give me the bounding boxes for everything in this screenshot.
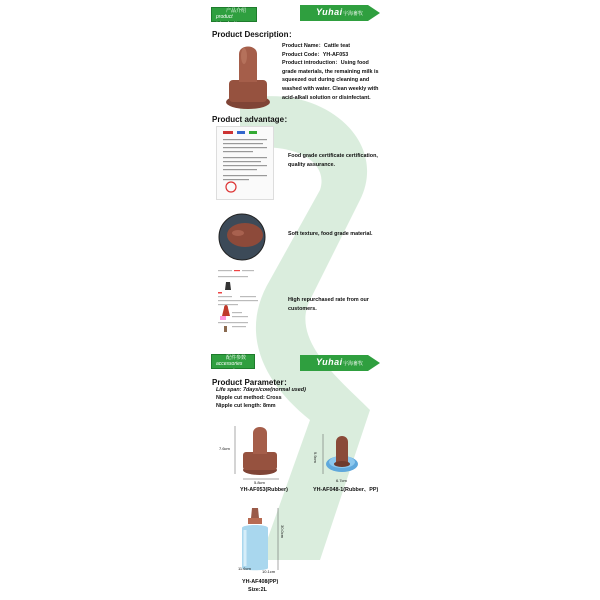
p1-width-label: 5.8cm [254,480,265,485]
dimension-line [233,426,237,474]
dimension-line [321,434,325,474]
brand-cn-text: 宇海畜牧 [343,361,364,367]
spec-cut-method: Nipple cut method: Cross [216,395,282,401]
product-af408-bottle-image [238,508,272,572]
p3-width2-label: 10.1cm [262,569,276,574]
p3-width1-label: 11.6cm [238,566,251,571]
product-af048-image [324,434,360,474]
parameter-heading: Product Parameter： [212,378,292,387]
advantage-line: customers. [288,305,317,312]
banner-en-text: product introduction [216,14,242,27]
p2-height-label: 9.9cm [313,452,318,463]
product-intro-line: washed with water. Clean weekly with [282,85,379,92]
product-intro-line: acid-alkali solution or disinfectant. [282,94,371,101]
advantage-heading: Product advantage： [212,115,293,124]
product-teat-image [224,42,272,110]
brand-logo-text: Yuhai [316,357,343,367]
banner-cn-text: 配件参数 [226,355,247,361]
spec-lifespan: Life span: 7days/cow(normal used) [216,387,306,393]
p3-caption: YH-AF408(PP) [242,579,279,585]
p2-caption: YH-AF048-1(Rubber、PP) [313,487,379,493]
certificate-image [216,126,274,200]
product-name: Product Name：Cattle teat [282,43,350,49]
dimension-line [276,508,280,570]
texture-closeup-image [218,213,266,261]
product-af053-image [240,424,280,476]
banner-en-text: accessories parameters [216,361,243,374]
advantage-line: quality assurance. [288,161,336,168]
advantage-line: Food grade certificate certification, [288,153,378,159]
description-text-block [282,42,400,102]
p1-height-label: 7.6cm [219,446,230,451]
spec-cut-length: Nipple cut length: 8mm [216,403,276,409]
customer-review-images [218,268,278,336]
section-banner-intro [211,7,257,27]
product-intro-line: squeezed out during cleaning and [282,77,370,84]
advantage-certificate-text [288,152,398,169]
brand-cn-text: 宇海畜牧 [343,11,364,17]
advantage-line: High repurchased rate from our [288,297,369,303]
product-intro-line: grade materials, the remaining milk is [282,68,379,75]
brand-logo-text: Yuhai [316,7,343,17]
product-code: Product Code：YH-AF053 [282,51,349,58]
p3-size: Size:2L [248,587,267,593]
banner-cn-text: 产品介绍 [226,8,247,14]
section-banner-accessories [211,354,255,374]
product-intro-line: Product introduction：Using food [282,60,369,67]
description-heading: Product Description： [212,30,297,39]
p2-width-label: 6.7cm [336,478,347,483]
p1-caption: YH-AF053(Rubber) [240,487,288,493]
parameter-specs [216,386,356,410]
advantage-repurchase-text [288,296,398,313]
advantage-texture-text: Soft texture, food grade material. [288,231,373,237]
p3-height-label: 30.0cm [280,525,285,539]
